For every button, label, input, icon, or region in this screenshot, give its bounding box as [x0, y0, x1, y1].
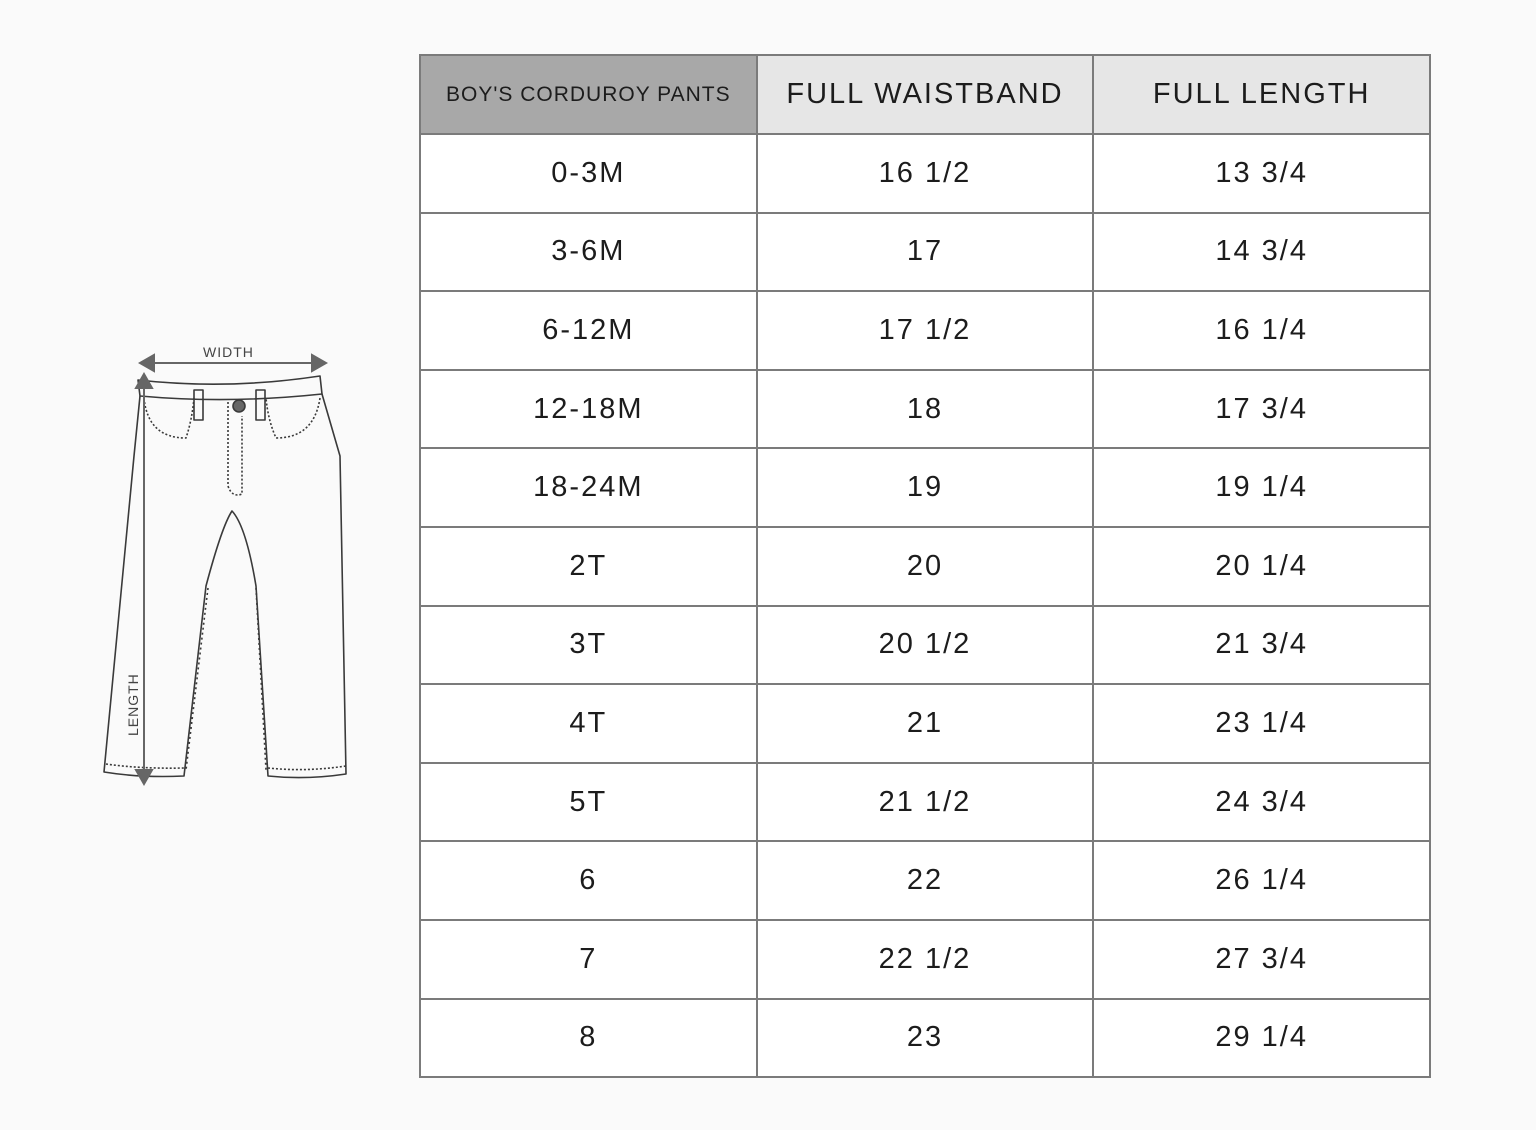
size-cell: 6-12M: [420, 291, 757, 370]
length-cell: 27 3/4: [1093, 920, 1430, 999]
waistband-cell: 23: [757, 999, 1094, 1078]
size-cell: 5T: [420, 763, 757, 842]
table-header-row: [420, 55, 1430, 134]
table-row: [420, 291, 1430, 370]
waistband-cell: 20: [757, 527, 1094, 606]
size-cell: 3-6M: [420, 213, 757, 292]
table-row: [420, 920, 1430, 999]
waistband-cell: 21: [757, 684, 1094, 763]
size-cell: 12-18M: [420, 370, 757, 449]
size-cell: 3T: [420, 606, 757, 685]
table-row: [420, 134, 1430, 213]
size-cell: 6: [420, 841, 757, 920]
table-body: [420, 134, 1430, 1077]
column-header-waistband: FULL WAISTBAND: [757, 55, 1094, 134]
table-row: [420, 999, 1430, 1078]
table-row: [420, 841, 1430, 920]
length-cell: 21 3/4: [1093, 606, 1430, 685]
table-row: [420, 527, 1430, 606]
length-cell: 13 3/4: [1093, 134, 1430, 213]
waistband-cell: 17 1/2: [757, 291, 1094, 370]
length-cell: 14 3/4: [1093, 213, 1430, 292]
waistband-cell: 18: [757, 370, 1094, 449]
table-row: [420, 606, 1430, 685]
size-cell: 0-3M: [420, 134, 757, 213]
size-cell: 18-24M: [420, 448, 757, 527]
length-cell: 20 1/4: [1093, 527, 1430, 606]
size-cell: 4T: [420, 684, 757, 763]
width-label: WIDTH: [203, 344, 254, 360]
size-chart-table: [419, 54, 1431, 1078]
size-cell: 8: [420, 999, 757, 1078]
length-cell: 29 1/4: [1093, 999, 1430, 1078]
waistband-cell: 20 1/2: [757, 606, 1094, 685]
size-cell: 7: [420, 920, 757, 999]
length-label: LENGTH: [125, 673, 141, 736]
waistband-cell: 16 1/2: [757, 134, 1094, 213]
length-cell: 24 3/4: [1093, 763, 1430, 842]
waistband-cell: 21 1/2: [757, 763, 1094, 842]
length-cell: 23 1/4: [1093, 684, 1430, 763]
column-header-size: BOY'S CORDUROY PANTS: [420, 55, 757, 134]
size-cell: 2T: [420, 527, 757, 606]
pants-diagram-icon: [96, 336, 356, 796]
column-header-length: FULL LENGTH: [1093, 55, 1430, 134]
table-row: [420, 763, 1430, 842]
table-row: [420, 213, 1430, 292]
waistband-cell: 22 1/2: [757, 920, 1094, 999]
length-cell: 16 1/4: [1093, 291, 1430, 370]
waistband-cell: 17: [757, 213, 1094, 292]
table-row: [420, 370, 1430, 449]
pants-diagram: [96, 336, 356, 796]
waistband-cell: 22: [757, 841, 1094, 920]
waistband-cell: 19: [757, 448, 1094, 527]
length-cell: 19 1/4: [1093, 448, 1430, 527]
table-row: [420, 448, 1430, 527]
length-cell: 17 3/4: [1093, 370, 1430, 449]
length-cell: 26 1/4: [1093, 841, 1430, 920]
table-row: [420, 684, 1430, 763]
